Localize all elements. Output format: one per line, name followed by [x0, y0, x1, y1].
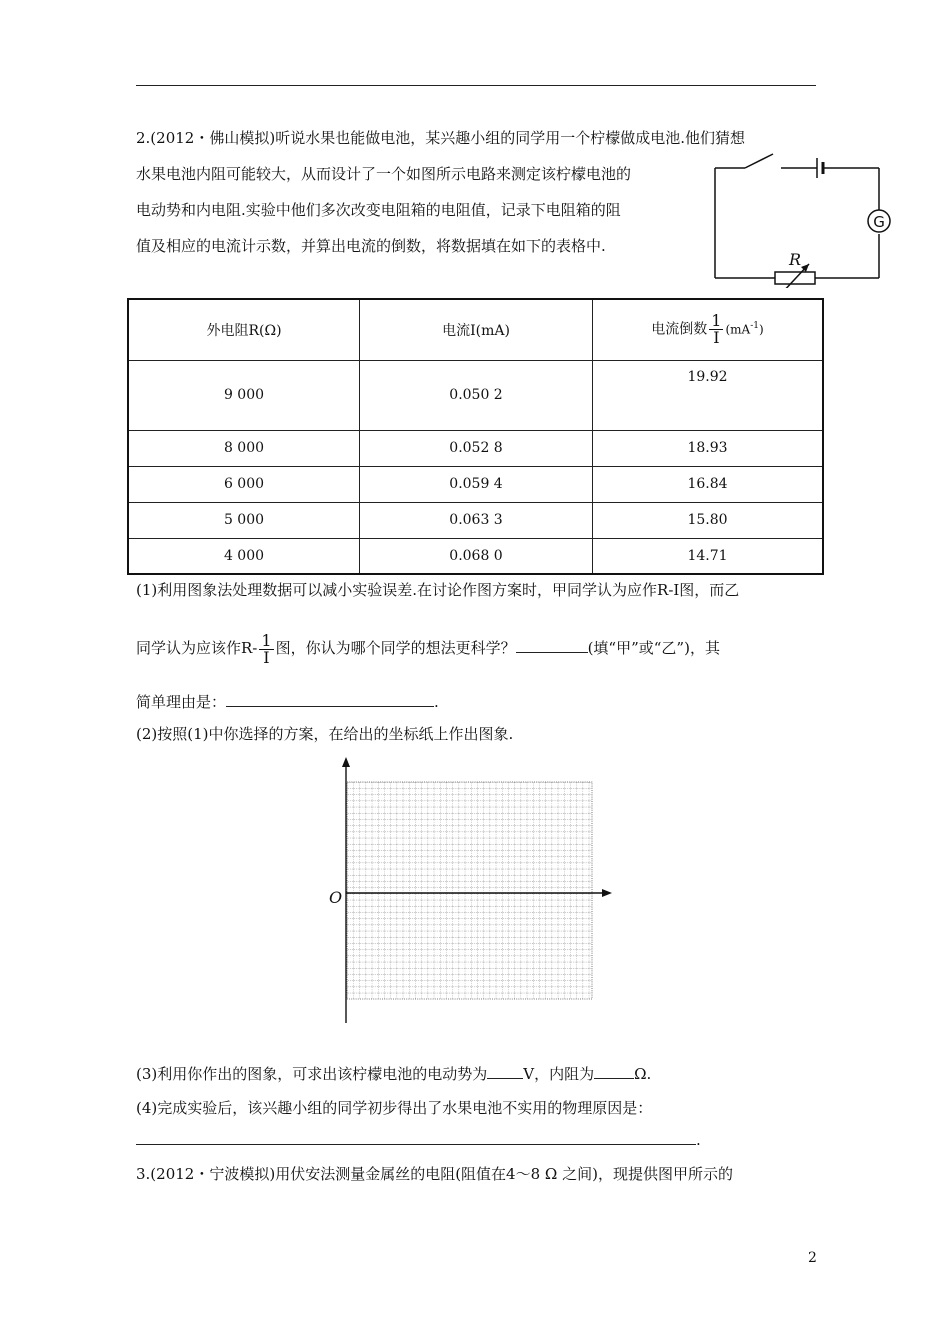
cell-r: 4 000: [128, 538, 360, 574]
resistor-label: R: [789, 250, 802, 269]
cell-r: 6 000: [128, 466, 360, 502]
header-inverse-unit: (mA: [725, 322, 751, 337]
table-row: [128, 430, 823, 466]
q1-line2: [136, 628, 720, 668]
switch-symbol: [745, 154, 773, 168]
cell-inv: 18.93: [593, 430, 824, 466]
cell-inv: 15.80: [593, 502, 824, 538]
data-table: [127, 298, 824, 575]
q1-line1: (1)利用图象法处理数据可以减小实验误差.在讨论作图方案时，甲同学认为应作R-I图，而乙: [136, 581, 740, 599]
problem2-line2: 水果电池内阻可能较大，从而设计了一个如图所示电路来测定该柠檬电池的: [136, 165, 632, 183]
q3-mid: V，内阻为: [523, 1065, 595, 1083]
cell-i: 0.050 2: [360, 360, 593, 430]
galvanometer-label: G: [873, 213, 885, 231]
q1-line2-mid: 图，你认为哪个同学的想法更科学？: [275, 639, 516, 657]
q4-answer-line: [136, 1130, 701, 1150]
q2-text: (2)按照(1)中你选择的方案，在给出的坐标纸上作出图象.: [136, 725, 514, 743]
cell-inv-value: 19.92: [687, 368, 728, 385]
cell-r: 9 000: [128, 360, 360, 430]
cell-i: 0.068 0: [360, 538, 593, 574]
cell-i: 0.063 3: [360, 502, 593, 538]
header-inverse-exponent: -1: [750, 321, 759, 332]
q1-fraction: [259, 630, 273, 667]
fraction-one-over-i: [709, 313, 723, 346]
answer-blank-reason[interactable]: [226, 692, 434, 707]
q1-line3-pre: 简单理由是：: [136, 693, 227, 711]
y-axis-arrow-icon: [342, 757, 350, 767]
answer-blank-emf[interactable]: [487, 1064, 523, 1079]
problem2-line1: 2.(2012・佛山模拟)听说水果也能做电池，某兴趣小组的同学用一个柠檬做成电池.他们猜想: [136, 129, 745, 147]
q1-line2-pre: 同学认为应该作R-: [136, 639, 258, 657]
problem2-line3: 电动势和内电阻.实验中他们多次改变电阻箱的电阻值，记录下电阻箱的阻: [136, 201, 621, 219]
q3-post: Ω.: [634, 1065, 652, 1083]
cell-r: 8 000: [128, 430, 360, 466]
header-resistance: 外电阻R(Ω): [128, 299, 360, 360]
q3-pre: (3)利用你作出的图象，可求出该柠檬电池的电动势为: [136, 1065, 488, 1083]
header-rule: [136, 85, 816, 86]
cell-i: 0.059 4: [360, 466, 593, 502]
header-inverse-close: ): [759, 322, 764, 337]
cell-inv: 16.84: [593, 466, 824, 502]
q1-frac-num: 1: [261, 630, 272, 650]
page-number: 2: [808, 1250, 817, 1266]
circuit-diagram: [705, 148, 895, 288]
x-axis-arrow-icon: [602, 889, 612, 897]
problem2-line4: 值及相应的电流计示数，并算出电流的倒数，将数据填在如下的表格中.: [136, 237, 606, 255]
graph-paper: [320, 755, 620, 1027]
q1-line3-post: .: [434, 693, 439, 711]
cell-inv: [593, 360, 824, 430]
table-row: [128, 360, 823, 430]
cell-r: 5 000: [128, 502, 360, 538]
problem3-line1: 3.(2012・宁波模拟)用伏安法测量金属丝的电阻(阻值在4～8 Ω 之间)，现提供图甲所示的: [136, 1165, 733, 1183]
table-header-row: [128, 299, 823, 360]
grid-area: [347, 782, 592, 999]
frac-num: 1: [711, 311, 722, 331]
answer-blank-resistance[interactable]: [594, 1064, 634, 1079]
q4-end: .: [696, 1131, 701, 1149]
table-row: [128, 538, 823, 574]
table-row: [128, 466, 823, 502]
table-row: [128, 502, 823, 538]
answer-blank-reason-q4[interactable]: [136, 1130, 696, 1145]
cell-inv: 14.71: [593, 538, 824, 574]
frac-den: I: [713, 328, 720, 348]
header-inverse-current: [593, 299, 824, 360]
q3-line: [136, 1064, 651, 1084]
origin-label: O: [329, 888, 343, 907]
header-current: 电流I(mA): [360, 299, 593, 360]
q4-text: (4)完成实验后，该兴趣小组的同学初步得出了水果电池不实用的物理原因是：: [136, 1099, 653, 1117]
header-inverse-prefix: 电流倒数: [651, 321, 708, 338]
cell-i: 0.052 8: [360, 430, 593, 466]
q1-frac-den: I: [263, 647, 270, 667]
q1-line2-post: (填“甲”或“乙”)，其: [587, 639, 720, 657]
q1-line3: [136, 692, 439, 712]
answer-blank-choice[interactable]: [516, 638, 588, 653]
